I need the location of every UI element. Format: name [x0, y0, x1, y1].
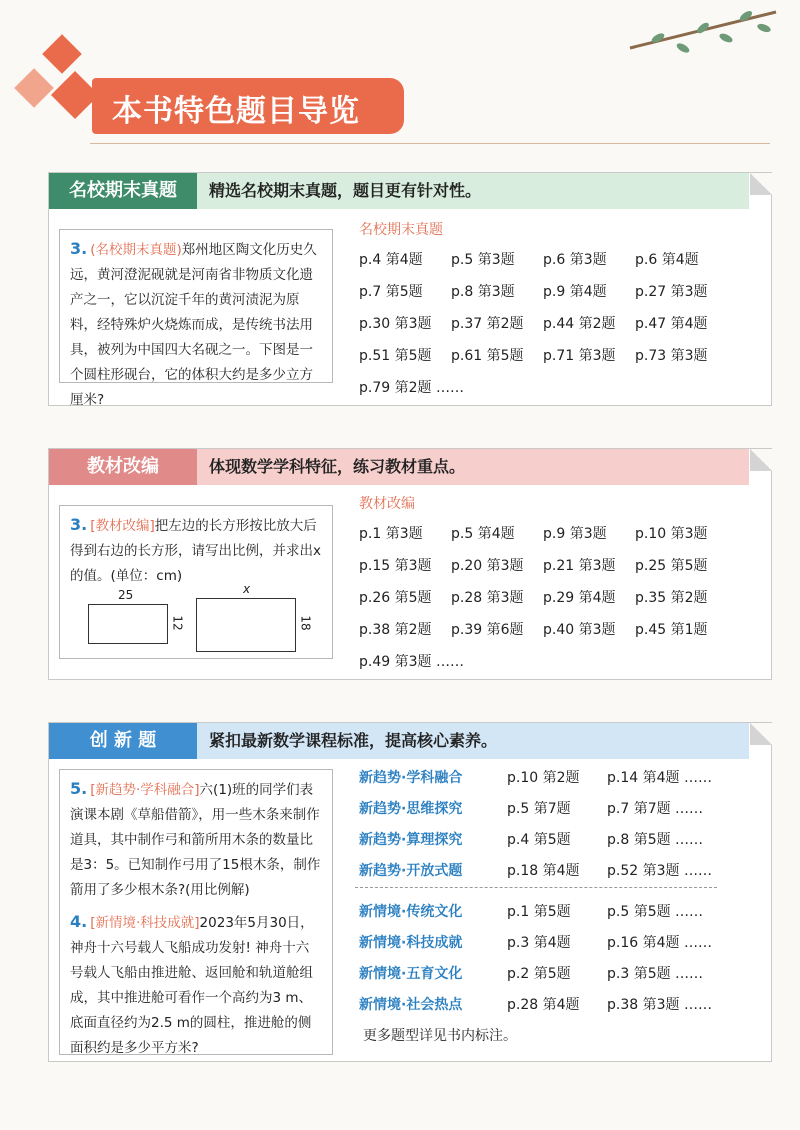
- list-item: p.6 第4题: [635, 252, 699, 268]
- list-item: p.6 第3题: [543, 252, 607, 268]
- section-desc: 体现数学学科特征，练习教材重点。: [209, 457, 466, 476]
- category-label: 新情境·传统文化: [359, 904, 463, 920]
- width-label: x: [243, 582, 251, 596]
- list-item: p.49 第3题 ……: [359, 654, 464, 670]
- width-label: 25: [118, 588, 134, 602]
- list-item: p.7 第7题 ……: [607, 801, 704, 817]
- question-text: 2023年5月30日，神舟十六号载人飞船成功发射! 神舟十六号载人飞船由推进舱、返回舱和轨道舱组成，其中推进舱可看作一个高约为3 m、底面直径约为2.5 m的圆柱，推进舱的侧面积约是多少平方米?: [70, 915, 314, 1056]
- list-item: p.7 第5题: [359, 284, 423, 300]
- list-item: p.4 第5题: [507, 832, 571, 848]
- list-item: p.51 第5题: [359, 348, 432, 364]
- list-item: p.37 第2题: [451, 316, 524, 332]
- section-innovation: [48, 722, 772, 1062]
- list-item: p.28 第3题: [451, 590, 524, 606]
- section-textbook: [48, 448, 772, 680]
- list-item: p.15 第3题: [359, 558, 432, 574]
- list-title: 教材改编: [359, 496, 415, 512]
- question-number: 5.: [70, 779, 88, 798]
- list-item: p.3 第4题: [507, 935, 571, 951]
- list-item: p.35 第2题: [635, 590, 708, 606]
- list-item: p.44 第2题: [543, 316, 616, 332]
- question-number: 4.: [70, 912, 88, 931]
- list-item: p.18 第4题: [507, 863, 580, 879]
- list-item: p.25 第5题: [635, 558, 708, 574]
- category-label: 新趋势·算理探究: [359, 832, 463, 848]
- list-item: p.38 第2题: [359, 622, 432, 638]
- large-rectangle: [196, 598, 296, 652]
- section-tag: 创 新 题: [49, 723, 197, 759]
- list-item: p.71 第3题: [543, 348, 616, 364]
- small-rectangle: [88, 604, 168, 644]
- question-text: 六(1)班的同学们表演课本剧《草船借箭》，用一些木条来制作道具，其中制作弓和箭所用木条的数量比是3：5。已知制作弓用了15根木条，制作箭用了多少根木条?(用比例解): [70, 782, 321, 898]
- section-tag: 名校期末真题: [49, 173, 197, 209]
- list-item: p.5 第5题 ……: [607, 904, 704, 920]
- list-title: 名校期末真题: [359, 222, 443, 238]
- deco-diamond: [42, 34, 82, 74]
- category-label: 新情境·五育文化: [359, 966, 463, 982]
- list-item: p.20 第3题: [451, 558, 524, 574]
- list-item: p.61 第5题: [451, 348, 524, 364]
- question-number: 3.: [70, 515, 88, 534]
- list-item: p.73 第3题: [635, 348, 708, 364]
- list-item: p.10 第3题: [635, 526, 708, 542]
- category-label: 新趋势·学科融合: [359, 770, 463, 786]
- section-tag: 教材改编: [49, 449, 197, 485]
- list-item: p.4 第4题: [359, 252, 423, 268]
- list-item: p.21 第3题: [543, 558, 616, 574]
- corner-fold: [750, 173, 772, 195]
- title-banner: [92, 78, 404, 134]
- question-text: 把左边的长方形按比放大后得到右边的长方形，请写出比例，并求出x的值。(单位：cm): [70, 518, 321, 584]
- section-exam: [48, 172, 772, 406]
- category-label: 新情境·社会热点: [359, 997, 463, 1013]
- list-item: p.5 第7题: [507, 801, 571, 817]
- question-number: 3.: [70, 239, 88, 258]
- list-item: p.3 第5题 ……: [607, 966, 704, 982]
- list-item: p.30 第3题: [359, 316, 432, 332]
- dashed-divider: [355, 887, 717, 888]
- list-item: p.9 第3题: [543, 526, 607, 542]
- list-item: p.40 第3题: [543, 622, 616, 638]
- height-label: 18: [298, 615, 313, 631]
- list-item: p.8 第3题: [451, 284, 515, 300]
- deco-diamond: [14, 68, 54, 108]
- question-tag: [新情境·科技成就]: [90, 915, 200, 931]
- category-label: 新情境·科技成就: [359, 935, 463, 951]
- branch-icon: [628, 4, 778, 64]
- list-item: p.39 第6题: [451, 622, 524, 638]
- question-text: 郑州地区陶文化历史久远，黄河澄泥砚就是河南省非物质文化遗产之一，它以沉淀千年的黄河渍泥为原料，经特殊炉火烧炼而成，是传统书法用具，被列为中国四大名砚之一。下图是一个圆柱形砚台，它的体积大约是多少立方厘米?: [70, 242, 317, 408]
- list-item: p.38 第3题 ……: [607, 997, 712, 1013]
- list-item: p.1 第5题: [507, 904, 571, 920]
- rectangle-figure: [88, 582, 328, 656]
- list-item: p.16 第4题 ……: [607, 935, 712, 951]
- footer-note: 更多题型详见书内标注。: [363, 1028, 517, 1044]
- list-item: p.28 第4题: [507, 997, 580, 1013]
- category-label: 新趋势·思维探究: [359, 801, 463, 817]
- list-item: p.1 第3题: [359, 526, 423, 542]
- section-desc: 紧扣最新数学课程标准，提高核心素养。: [209, 731, 498, 750]
- section-desc: 精选名校期末真题，题目更有针对性。: [209, 181, 482, 200]
- list-item: p.52 第3题 ……: [607, 863, 712, 879]
- category-label: 新趋势·开放式题: [359, 863, 463, 879]
- list-item: p.8 第5题 ……: [607, 832, 704, 848]
- list-item: p.47 第4题: [635, 316, 708, 332]
- list-item: p.5 第4题: [451, 526, 515, 542]
- question-tag: (名校期末真题): [90, 242, 182, 258]
- divider: [90, 143, 770, 144]
- sample-question: [59, 505, 333, 659]
- sample-question: [59, 769, 333, 1055]
- list-item: p.45 第1题: [635, 622, 708, 638]
- page-title: 本书特色题目导览: [112, 94, 360, 129]
- list-item: p.5 第3题: [451, 252, 515, 268]
- corner-fold: [750, 723, 772, 745]
- height-label: 12: [170, 615, 185, 631]
- list-item: p.9 第4题: [543, 284, 607, 300]
- list-item: p.29 第4题: [543, 590, 616, 606]
- list-item: p.2 第5题: [507, 966, 571, 982]
- list-item: p.14 第4题 ……: [607, 770, 712, 786]
- list-item: p.10 第2题: [507, 770, 580, 786]
- question-tag: [新趋势·学科融合]: [90, 782, 200, 798]
- list-item: p.26 第5题: [359, 590, 432, 606]
- corner-fold: [750, 449, 772, 471]
- sample-question: [59, 229, 333, 408]
- question-tag: [教材改编]: [90, 518, 155, 534]
- list-item: p.79 第2题 ……: [359, 380, 464, 396]
- list-item: p.27 第3题: [635, 284, 708, 300]
